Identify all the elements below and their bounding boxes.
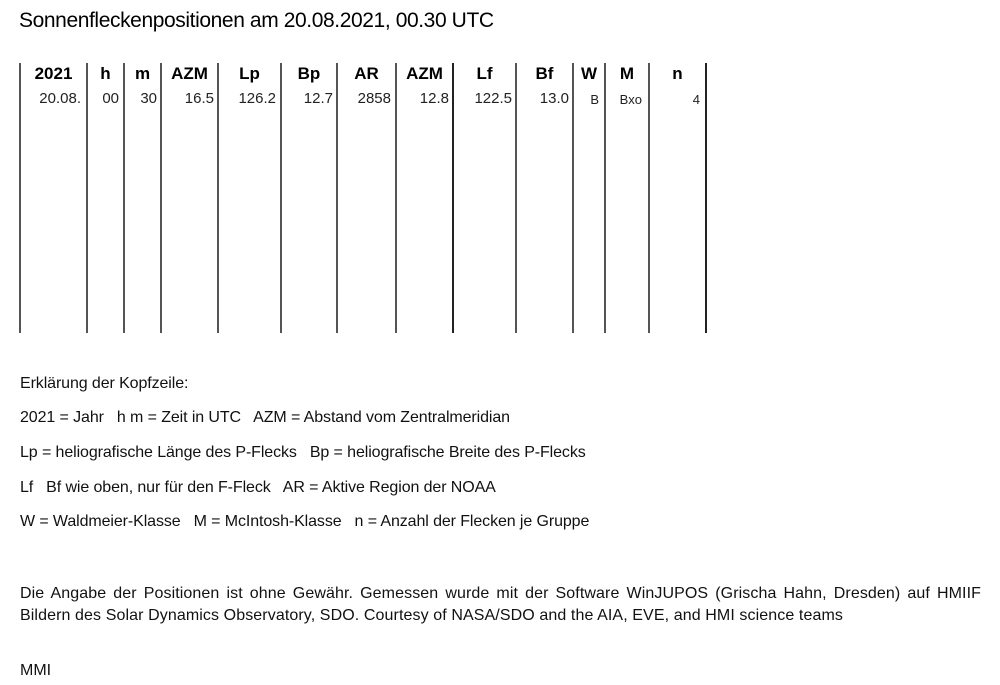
table-cell-ar: 2858 [357, 90, 391, 107]
signature: MMI [20, 662, 52, 679]
column-header-azm-p: AZM [171, 64, 208, 83]
legend-line: W = Waldmeier-Klasse M = McIntosh-Klasse n = Anzahl der Flecken je Gruppe [20, 513, 590, 530]
table-cell-azm-p: 16.5 [184, 90, 214, 107]
legend-line: Lf Bf wie oben, nur für den F-Fleck AR = Aktive Region der NOAA [20, 479, 496, 496]
column-header-ar: AR [354, 64, 379, 83]
sunspot-table [0, 0, 1000, 340]
disclaimer-text: Die Angabe der Positionen ist ohne Gewähr. Gemessen wurde mit der Software WinJUPOS (Grischa Hahn, Dresden) auf HMIIF Bildern des Solar Dynamics Observatory, SDO. Courtesy of NASA/SDO and the AIA, EVE, and HMI science teams [20, 585, 981, 624]
table-cell-w: B [590, 92, 599, 107]
column-header-m-class: M [619, 64, 635, 83]
table-cell-bp: 12.7 [303, 90, 333, 107]
column-header-h: h [100, 64, 111, 83]
column-header-m: m [134, 64, 151, 83]
legend-line: Lp = heliografische Länge des P-Flecks Bp = heliografische Breite des P-Flecks [20, 444, 586, 461]
table-cell-date: 20.08. [39, 90, 81, 107]
legend-heading: Erklärung der Kopfzeile: [20, 375, 189, 392]
column-header-lp: Lp [239, 64, 260, 83]
column-header-bf: Bf [535, 64, 554, 83]
column-divider [705, 63, 707, 333]
table-cell-lf: 122.5 [474, 90, 512, 107]
column-header-w: W [580, 64, 598, 83]
table-cell-n: 4 [692, 92, 700, 107]
legend-line: 2021 = Jahr h m = Zeit in UTC AZM = Abstand vom Zentralmeridian [20, 409, 510, 426]
column-header-bp: Bp [297, 64, 321, 83]
column-header-n: n [672, 64, 683, 83]
table-cell-h: 00 [102, 90, 119, 107]
table-cell-bf: 13.0 [539, 90, 569, 107]
column-header-year: 2021 [34, 64, 73, 83]
table-cell-m: 30 [140, 90, 157, 107]
table-cell-lp: 126.2 [238, 90, 276, 107]
column-header-lf: Lf [476, 64, 493, 83]
table-cell-azm-f: 12.8 [419, 90, 449, 107]
page-title: Sonnenfleckenpositionen am 20.08.2021, 00.30 UTC [19, 9, 494, 32]
table-cell-mcintosh: Bxo [619, 92, 642, 107]
column-header-azm-f: AZM [406, 64, 443, 83]
